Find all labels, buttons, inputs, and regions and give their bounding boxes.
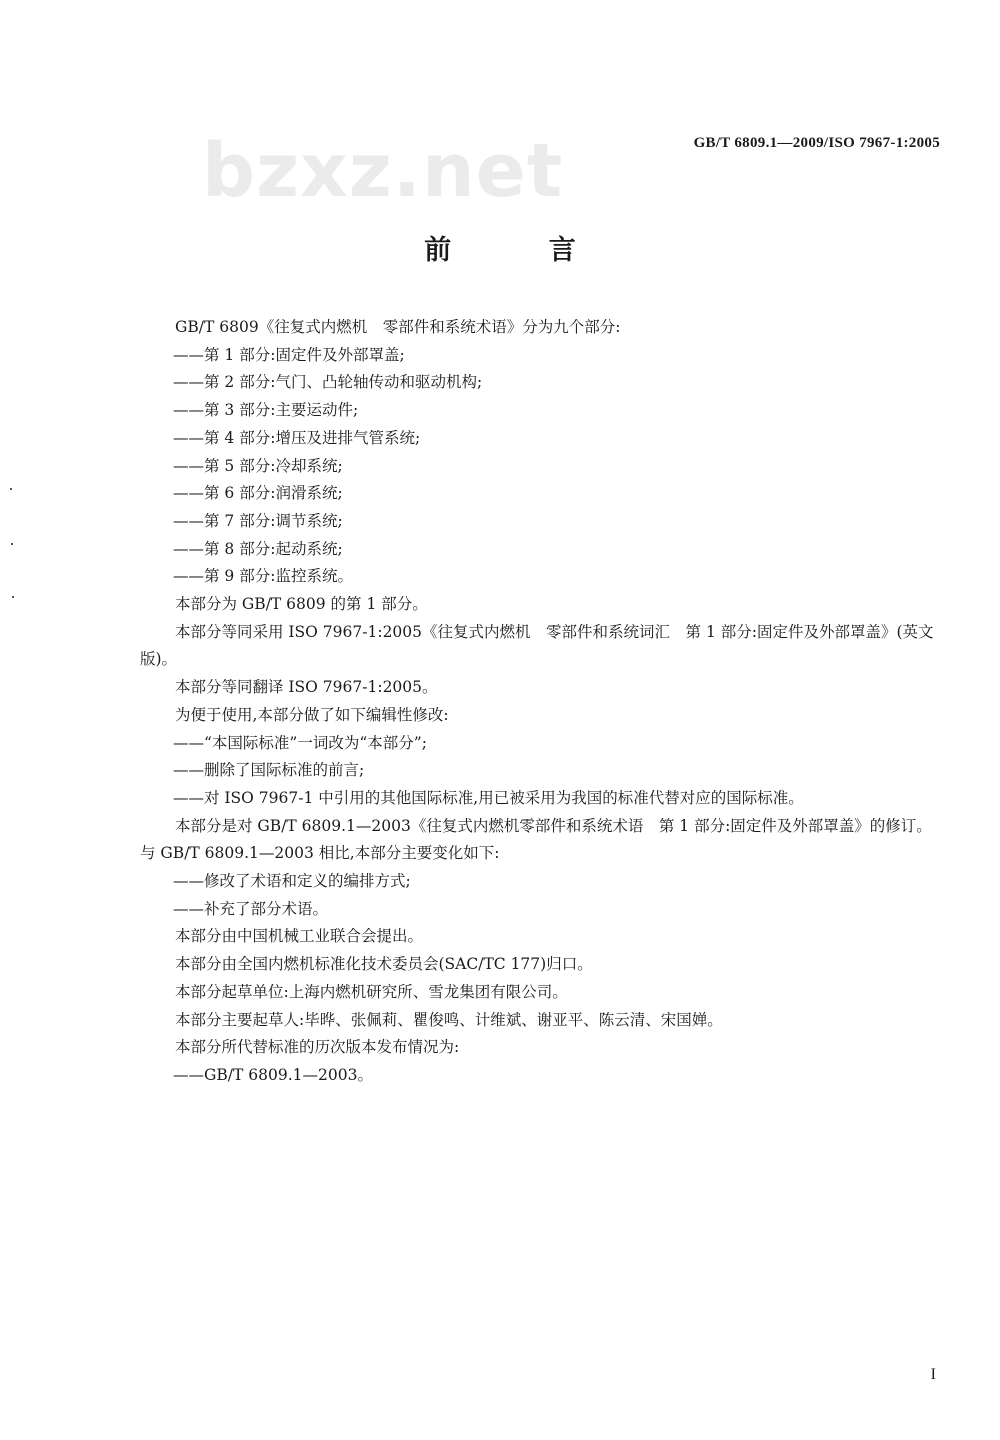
text-line: 本部分主要起草人:毕晔、张佩莉、瞿俊鸣、计维斌、谢亚平、陈云清、宋国婵。 — [175, 1010, 723, 1029]
page-title: 前 言 — [424, 235, 620, 266]
watermark: bzxz.net — [202, 128, 564, 214]
foreword-body — [140, 314, 945, 1090]
paragraph-revision: 本部分是对 GB/T 6809.1—2003《往复式内燃机零部件和系统术语 第 1 部分:固定件及外部罩盖》的修订。与 GB/T 6809.1—2003 相比,本部分主要变化如下: — [140, 816, 932, 863]
list-item: ——第 9 部分:监控系统。 — [173, 567, 353, 586]
text-line: 本部分等同翻译 ISO 7967-1:2005。 — [175, 678, 438, 697]
scan-speck — [10, 488, 12, 490]
list-item: ——第 7 部分:调节系统; — [173, 511, 343, 530]
list-item: ——第 2 部分:气门、凸轮轴传动和驱动机构; — [173, 373, 483, 392]
list-item: ——对 ISO 7967-1 中引用的其他国际标准,用已被采用为我国的标准代替对应的国际标准。 — [173, 788, 804, 807]
list-item: ——GB/T 6809.1—2003。 — [173, 1065, 373, 1084]
text-line: 本部分为 GB/T 6809 的第 1 部分。 — [175, 595, 428, 614]
list-item: ——补充了部分术语。 — [173, 899, 329, 918]
text-line: 本部分由全国内燃机标准化技术委员会(SAC/TC 177)归口。 — [175, 955, 593, 974]
list-item: ——第 1 部分:固定件及外部罩盖; — [173, 345, 405, 364]
list-item: ——第 6 部分:润滑系统; — [173, 484, 343, 503]
scan-speck — [11, 543, 13, 545]
text-line: 本部分所代替标准的历次版本发布情况为: — [175, 1038, 460, 1057]
text-line: 为便于使用,本部分做了如下编辑性修改: — [175, 705, 449, 724]
list-item: ——修改了术语和定义的编排方式; — [173, 872, 411, 891]
list-item: ——第 3 部分:主要运动件; — [173, 401, 359, 420]
list-item: ——删除了国际标准的前言; — [173, 761, 365, 780]
paragraph-iso-adoption: 本部分等同采用 ISO 7967-1:2005《往复式内燃机 零部件和系统词汇 第 1 部分:固定件及外部罩盖》(英文版)。 — [140, 622, 934, 669]
text-line: GB/T 6809《往复式内燃机 零部件和系统术语》分为九个部分: — [175, 318, 621, 336]
scan-speck — [12, 596, 14, 598]
text-line: 本部分起草单位:上海内燃机研究所、雪龙集团有限公司。 — [175, 982, 568, 1001]
text-line: 本部分由中国机械工业联合会提出。 — [175, 927, 424, 946]
list-item: ——第 8 部分:起动系统; — [173, 539, 343, 558]
list-item: ——第 5 部分:冷却系统; — [173, 456, 343, 475]
standard-code: GB/T 6809.1—2009/ISO 7967-1:2005 — [693, 135, 940, 151]
list-item: ——第 4 部分:增压及进排气管系统; — [173, 428, 421, 447]
list-item: ——“本国际标准”一词改为“本部分”; — [173, 733, 427, 752]
page-number: I — [930, 1366, 936, 1383]
